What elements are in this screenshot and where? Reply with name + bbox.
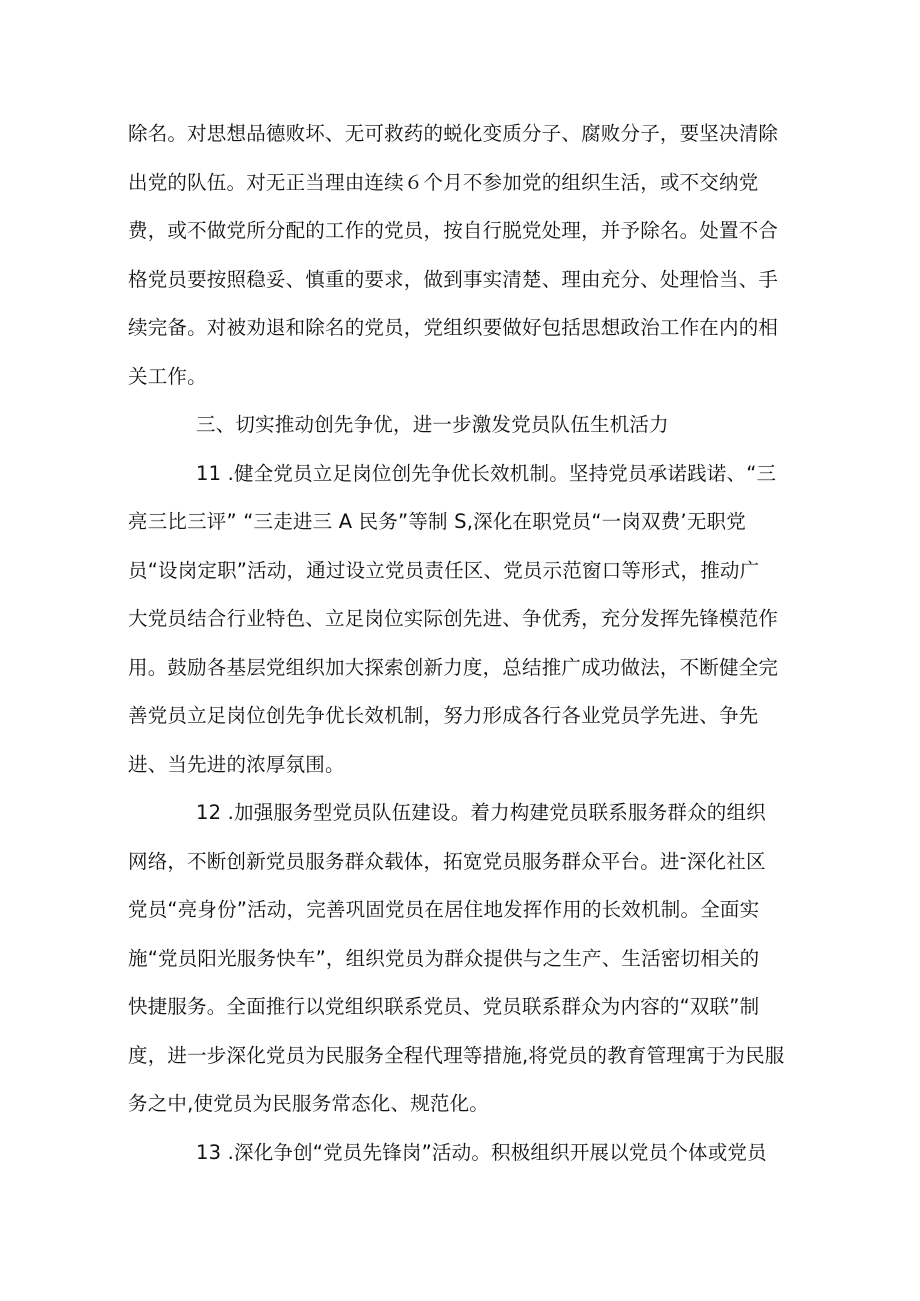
text-line: 施“党员阳光服务快车”，组织党员为群众提供与之生产、生活密切相关的: [128, 947, 760, 970]
paragraph-start: 12 .加强服务型党员队伍建设。着力构建党员联系服务群众的组织: [196, 801, 766, 824]
text-line: 续完备。对被劝退和除名的党员，党组织要做好包括思想政治工作在内的相: [128, 316, 779, 339]
text-line: 亮三比三评” “三走进三 A 民务”等制 S,深化在职党员“一岗双费’无职党: [128, 510, 746, 533]
paragraph-start: 13 .深化争创“党员先锋岗”活动。积极组织开展以党员个体或党员: [196, 1141, 767, 1164]
paragraph-start: 11 .健全党员立足岗位创先争优长效机制。坚持党员承诺践诺、“三: [196, 462, 777, 485]
text-line: 出党的队伍。对无正当理由连续６个月不参加党的组织生活，或不交纳党: [128, 171, 759, 194]
text-line: 务之中,使党员为民服务常态化、规范化。: [128, 1092, 489, 1115]
text-line: 度，进一步深化党员为民服务全程代理等措施,将党员的教育管理寓于为民服: [128, 1044, 785, 1067]
text-line: 员“设岗定职”活动，通过设立党员责任区、党员示范窗口等形式，推动广: [128, 559, 760, 582]
text-line: 党员“亮身份”活动，完善巩固党员在居住地发挥作用的长效机制。全面实: [128, 898, 760, 921]
text-line: 快捷服务。全面推行以党组织联系党员、党员联系群众为内容的“双联”制: [128, 995, 760, 1018]
section-heading: 三、切实推动创先争优，进一步激发党员队伍生机活力: [196, 413, 669, 436]
text-line: 网络，不断创新党员服务群众载体，拓宽党员服务群众平台。进־深化社区: [128, 850, 766, 873]
text-line: 善党员立足岗位创先争优长效机制，努力形成各行各业党员学先进、争先: [128, 704, 759, 727]
text-line: 费，或不做党所分配的工作的党员，按自行脱党处理，并予除名。处置不合: [128, 219, 779, 242]
text-line: 进、当先进的浓厚氛围。: [128, 753, 345, 776]
text-line: 除名。对思想品德败坏、无可救药的蜕化变质分子、腐败分子，要坚决清除: [128, 122, 779, 145]
text-line: 大党员结合行业特色、立足岗位实际创先进、争优秀，充分发挥先锋模范作: [128, 607, 779, 630]
text-line: 关工作。: [128, 365, 207, 388]
text-line: 用。鼓励各基层党组织加大探索创新力度，总结推广成功做法，不断健全完: [128, 656, 779, 679]
text-line: 格党员要按照稳妥、慎重的要求，做到事实清楚、理由充分、处理恰当、手: [128, 268, 779, 291]
